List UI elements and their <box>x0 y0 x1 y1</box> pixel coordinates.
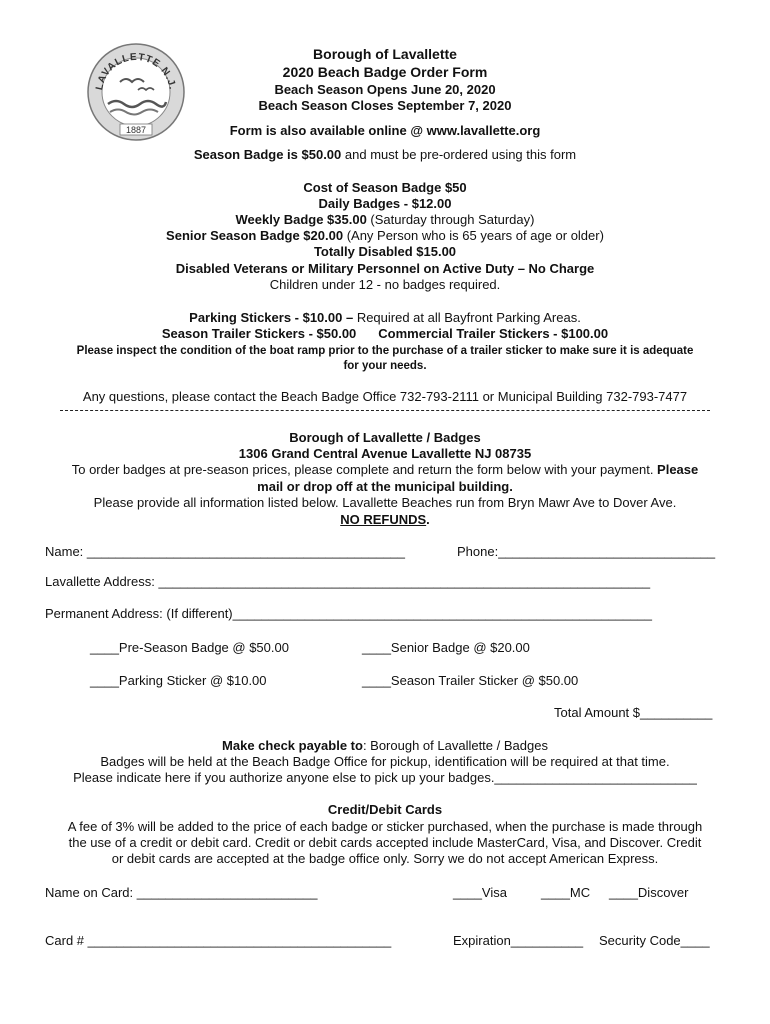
weekly-badge <box>0 212 770 228</box>
daily-badges: Daily Badges - $12.00 <box>318 196 452 211</box>
mastercard-option[interactable]: ____MC <box>541 885 591 900</box>
parking-stickers-note: Required at all Bayfront Parking Areas. <box>353 310 581 325</box>
senior-badge-note: (Any Person who is 65 years of age or older) <box>343 228 604 243</box>
card-number-field[interactable]: Card # __________________________________________ <box>45 933 392 948</box>
season-trailer-sticker-qty[interactable]: ____Season Trailer Sticker @ $50.00 <box>362 673 579 688</box>
season-trailer-stickers: Season Trailer Stickers - $50.00 <box>161 326 357 341</box>
senior-badge-qty[interactable]: ____Senior Badge @ $20.00 <box>362 640 530 655</box>
check-payable-to: : Borough of Lavallette / Badges <box>362 738 548 753</box>
check-payable <box>0 738 770 754</box>
badge-pickup-note: Badges will be held at the Beach Badge Office for pickup, identification will be required at that time. <box>100 754 670 769</box>
weekly-badge-note: (Saturday through Saturday) <box>366 212 535 227</box>
no-refunds-text: NO REFUNDS <box>340 512 427 527</box>
parking-stickers-price: Parking Stickers - $10.00 – <box>189 310 354 325</box>
cost-season-badge: Cost of Season Badge $50 <box>303 180 467 195</box>
commercial-trailer-stickers: Commercial Trailer Stickers - $100.00 <box>378 326 609 341</box>
total-amount-field[interactable]: Total Amount $__________ <box>554 705 713 720</box>
season-badge-price: Season Badge is $50.00 <box>193 147 342 162</box>
preseason-badge-qty[interactable]: ____Pre-Season Badge @ $50.00 <box>90 640 289 655</box>
form-title: 2020 Beach Badge Order Form <box>282 64 488 80</box>
authorize-pickup-field[interactable]: Please indicate here if you authorize anyone else to pick up your badges.____________________________ <box>73 770 697 785</box>
order-instructions-please: Please <box>653 462 699 477</box>
season-badge-rest: and must be pre-ordered using this form <box>341 147 577 162</box>
phone-field[interactable]: Phone:______________________________ <box>457 544 716 559</box>
card-fee-note-3: or debit cards are accepted at the badge office only. Sorry we do not accept American Express. <box>111 851 659 866</box>
no-refunds <box>0 512 770 528</box>
name-field[interactable]: Name: ____________________________________________ <box>45 544 406 559</box>
expiration-field[interactable]: Expiration__________ <box>453 933 584 948</box>
season-closes: Beach Season Closes September 7, 2020 <box>258 98 512 113</box>
trailer-stickers <box>0 326 770 342</box>
order-instructions-text: To order badges at pre-season prices, please complete and return the form below with your payment. <box>71 462 654 477</box>
discover-option[interactable]: ____Discover <box>609 885 689 900</box>
no-refunds-period: . <box>426 512 430 527</box>
senior-badge-price: Senior Season Badge $20.00 <box>166 228 344 243</box>
online-availability: Form is also available online @ www.lavallette.org <box>229 123 541 138</box>
order-instructions-2: mail or drop off at the municipal building. <box>257 479 513 494</box>
security-code-field[interactable]: Security Code____ <box>599 933 710 948</box>
order-instructions-1 <box>0 462 770 478</box>
credit-debit-heading: Credit/Debit Cards <box>327 802 443 817</box>
contact-info: Any questions, please contact the Beach Badge Office 732-793-2111 or Municipal Building 732-793-7477 <box>82 389 688 404</box>
provide-info: Please provide all information listed below. Lavallette Beaches run from Bryn Mawr Ave to Dover Ave. <box>93 495 677 510</box>
seal-arc-text: LAVALLETTE N.J. <box>94 51 178 92</box>
weekly-badge-price: Weekly Badge $35.00 <box>235 212 367 227</box>
lavallette-address-field[interactable]: Lavallette Address: ____________________________________________________________________ <box>45 574 651 589</box>
senior-badge <box>0 228 770 244</box>
boat-ramp-note-2: for your needs. <box>343 360 427 372</box>
check-payable-label: Make check payable to <box>222 738 363 753</box>
parking-stickers <box>0 310 770 326</box>
card-fee-note-1: A fee of 3% will be added to the price of each badge or sticker purchased, when the purchase is made through <box>67 819 703 834</box>
boat-ramp-note-1: Please inspect the condition of the boat ramp prior to the purchase of a trailer sticker to make sure it is adequate <box>76 345 694 357</box>
totally-disabled: Totally Disabled $15.00 <box>313 244 457 259</box>
children-note: Children under 12 - no badges required. <box>269 277 501 292</box>
permanent-address-field[interactable]: Permanent Address: (If different)__________________________________________________________ <box>45 606 652 621</box>
parking-sticker-qty[interactable]: ____Parking Sticker @ $10.00 <box>90 673 267 688</box>
cut-line-divider <box>60 410 710 413</box>
disabled-veterans: Disabled Veterans or Military Personnel on Active Duty – No Charge <box>175 261 595 276</box>
visa-option[interactable]: ____Visa <box>453 885 507 900</box>
seal-year: 1887 <box>125 125 147 135</box>
card-fee-note-2: the use of a credit or debit card. Credit or debit cards accepted include MasterCard, Visa, and Discover. Credit <box>68 835 702 850</box>
season-opens: Beach Season Opens June 20, 2020 <box>274 82 496 97</box>
name-on-card-field[interactable]: Name on Card: _________________________ <box>45 885 318 900</box>
season-badge-note <box>0 147 770 163</box>
borough-title: Borough of Lavallette <box>313 46 457 62</box>
mail-address: 1306 Grand Central Avenue Lavallette NJ 08735 <box>238 446 532 461</box>
mail-to: Borough of Lavallette / Badges <box>289 430 481 445</box>
